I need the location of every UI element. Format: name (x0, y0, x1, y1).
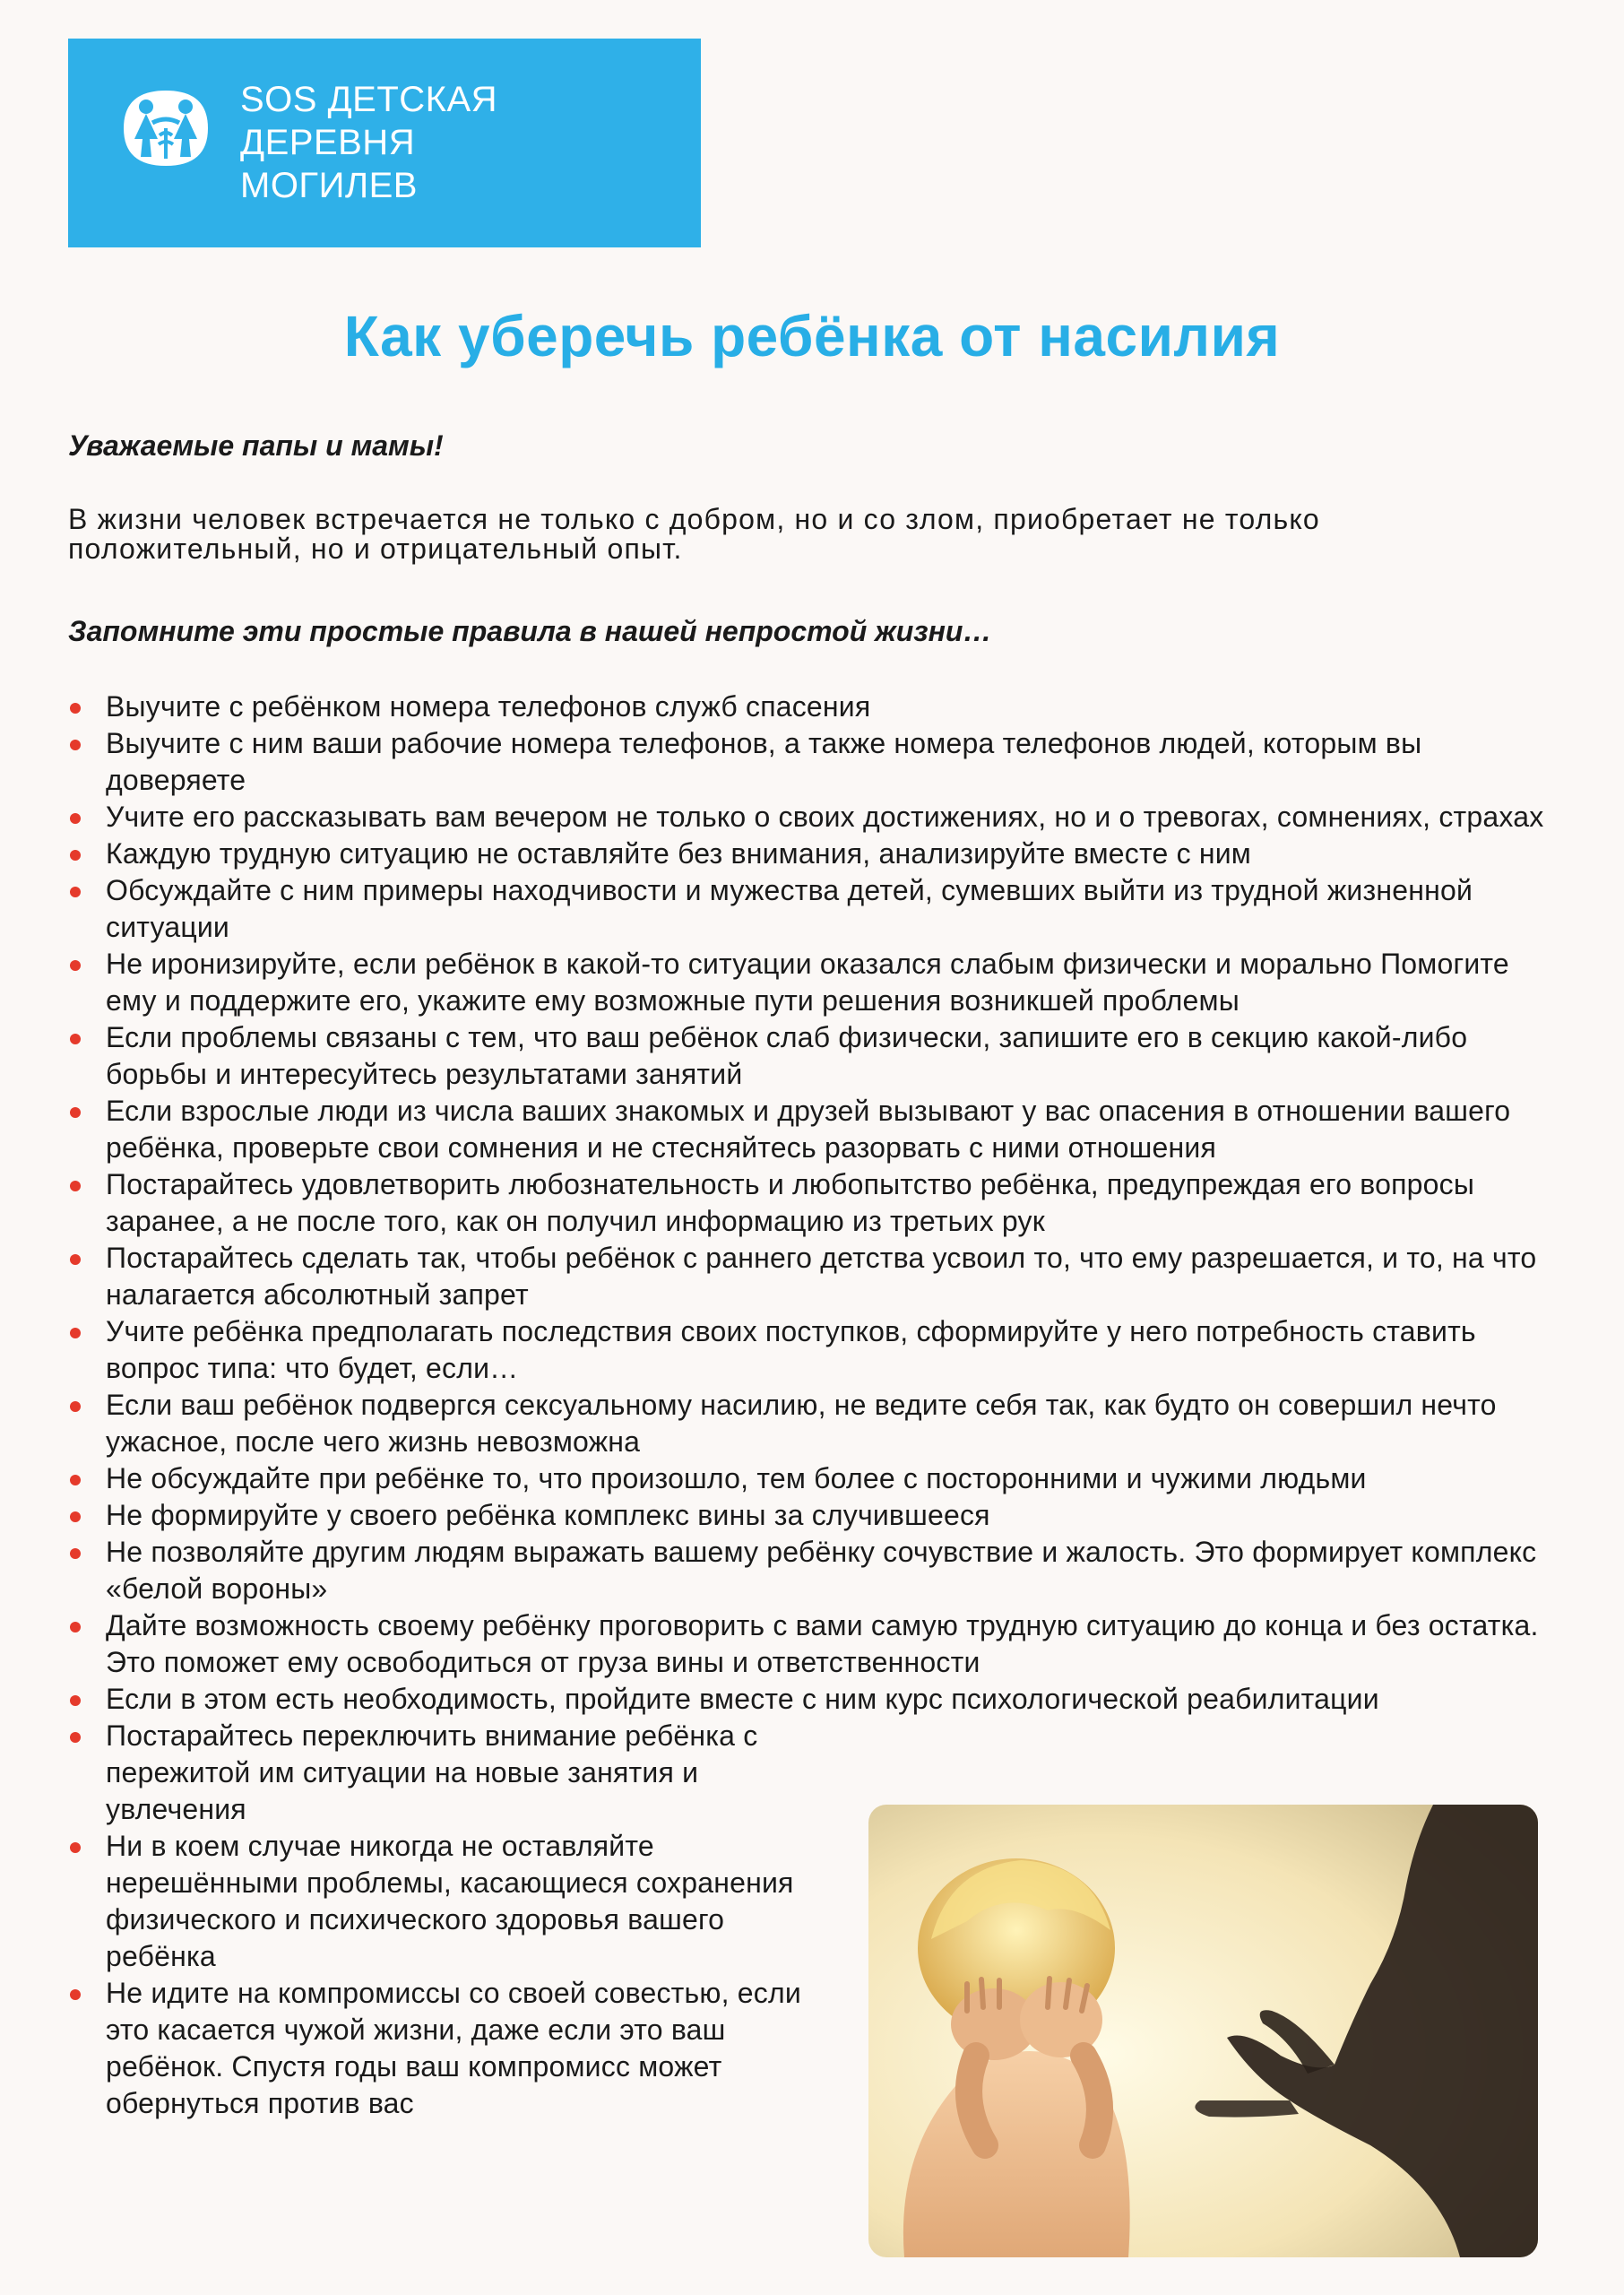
rule-item: Дайте возможность своему ребёнку проговорить с вами самую трудную ситуацию до конца и без остатка. Это поможет ему освободиться от груза вины и ответственности (106, 1607, 1549, 1681)
org-name-line1: SOS ДЕТСКАЯ (240, 80, 498, 119)
rule-item: Учите ребёнка предполагать последствия своих поступков, сформируйте у него потребность ставить вопрос типа: что будет, если… (106, 1313, 1549, 1387)
rule-item: Каждую трудную ситуацию не оставляйте без внимания, анализируйте вместе с ним (106, 836, 1549, 872)
rule-item: Выучите с ребёнком номера телефонов служб спасения (106, 688, 1549, 725)
rule-item: Выучите с ним ваши рабочие номера телефонов, а также номера телефонов людей, которым вы доверяете (106, 725, 1549, 799)
rule-item: Если в этом есть необходимость, пройдите вместе с ним курс психологической реабилитации (106, 1681, 1549, 1718)
rule-item: Обсуждайте с ним примеры находчивости и мужества детей, сумевших выйти из трудной жизненной ситуации (106, 872, 1549, 946)
sos-children-icon (117, 83, 215, 173)
rule-item: Не позволяйте другим людям выражать вашему ребёнку сочувствие и жалость. Это формирует комплекс «белой вороны» (106, 1534, 1549, 1607)
rule-item: Не обсуждайте при ребёнке то, что произошло, тем более с посторонними и чужими людьми (106, 1460, 1549, 1497)
rule-item: Постарайтесь удовлетворить любознательность и любопытство ребёнка, предупреждая его вопросы заранее, а не после того, как он получил информацию из третьих рук (106, 1166, 1549, 1240)
rule-item: Постарайтесь сделать так, чтобы ребёнок с раннего детства усвоил то, что ему разрешается, и то, на что налагается абсолютный запрет (106, 1240, 1549, 1313)
rule-item: Не формируйте у своего ребёнка комплекс вины за случившееся (106, 1497, 1549, 1534)
org-name-line2: ДЕРЕВНЯ (240, 123, 416, 162)
greeting: Уважаемые папы и мамы! (68, 429, 444, 462)
rule-item: Если ваш ребёнок подвергся сексуальному насилию, не ведите себя так, как будто он совершил нечто ужасное, после чего жизнь невозможна (106, 1387, 1549, 1460)
rule-item: Не идите на компромиссы со своей совестью, если это касается чужой жизни, даже если это ваш ребёнок. Спустя годы ваш компромисс может обернуться против вас (106, 1975, 814, 2122)
rule-item: Ни в коем случае никогда не оставляйте нерешёнными проблемы, касающиеся сохранения физического и психического здоровья вашего ребёнка (106, 1828, 814, 1975)
rule-item: Если проблемы связаны с тем, что ваш ребёнок слаб физически, запишите его в секцию какой-либо борьбы и интересуйтесь результатами занятий (106, 1019, 1549, 1093)
intro-paragraph: В жизни человек встречается не только с добром, но и со злом, приобретает не только положительный, но и отрицательный опыт. (68, 503, 1320, 565)
rule-item: Не иронизируйте, если ребёнок в какой-то ситуации оказался слабым физически и морально Помогите ему и поддержите его, укажите ему возможные пути решения возникшей проблемы (106, 946, 1549, 1019)
rule-item: Учите его рассказывать вам вечером не только о своих достижениях, но и о тревогах, сомнениях, страхах (106, 799, 1549, 836)
child-shadow-photo (868, 1805, 1538, 2257)
org-name-line3: МОГИЛЕВ (240, 166, 418, 205)
rule-item: Если взрослые люди из числа ваших знакомых и друзей вызывают у вас опасения в отношении вашего ребёнка, проверьте свои сомнения и не стесняйтесь разорвать с ними отношения (106, 1093, 1549, 1166)
page-title: Как уберечь ребёнка от насилия (343, 304, 1281, 368)
org-header (68, 39, 701, 247)
rule-item: Постарайтесь переключить внимание ребёнка с пережитой им ситуации на новые занятия и увлечения (106, 1718, 814, 1828)
org-name (240, 78, 497, 207)
rules-heading: Запомните эти простые правила в нашей непростой жизни… (68, 615, 992, 647)
